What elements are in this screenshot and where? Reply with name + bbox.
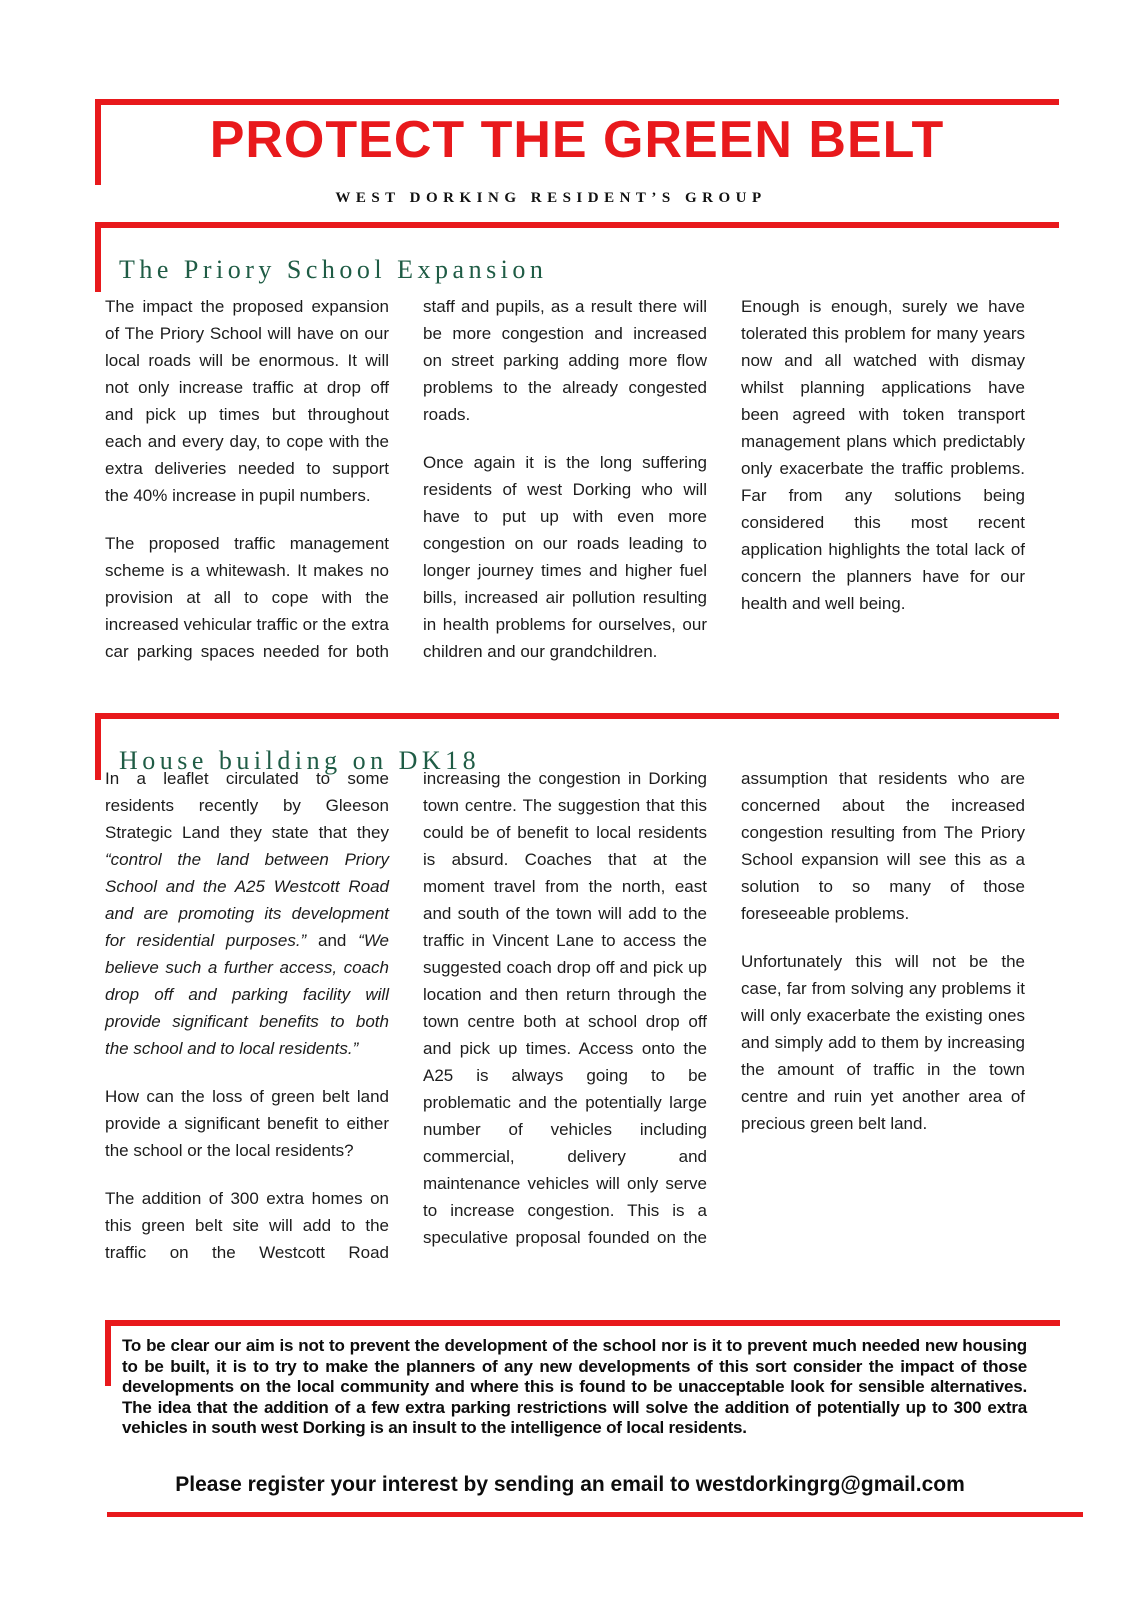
footer-box-top-rule <box>105 1320 1060 1326</box>
section-heading-priory: The Priory School Expansion <box>119 254 548 284</box>
footer-statement: To be clear our aim is not to prevent the development of the school nor is it to prevent much needed new housing to be built, it is to try to make the planners of any new developments of this sort consider the impact of those developments on the local community and where this is found to be unacceptable look for sensible alternatives. The idea that the addition of a few extra parking restrictions will solve the addition of potentially up to 300 extra vehicles in south west Dorking is an insult to the intelligence of local residents. <box>122 1336 1027 1437</box>
group-name-subtitle: WEST DORKING RESIDENT’S GROUP <box>335 190 767 206</box>
email-cta: Please register your interest by sending an email to westdorkingrg@gmail.com <box>175 1473 965 1496</box>
header-top-rule <box>95 99 1059 105</box>
paragraph: The impact the proposed expansion of The Priory School will have on our local roads will be enormous. It will not only increase traffic at drop off and pick up times but throughout each and every day, to cope with the extra deliveries needed to support the 40% increase in pupil numbers. <box>105 297 389 505</box>
footer-box-left-rule <box>105 1320 111 1386</box>
text-run: In a leaflet circulated to some residents recently by Gleeson Strategic Land they state that they <box>105 769 389 842</box>
priory-section-body <box>105 293 1025 687</box>
house-section-top-rule <box>95 713 1059 719</box>
section-heading-house-building: House building on DK18 <box>119 745 481 775</box>
priory-section-top-rule <box>95 222 1059 228</box>
paragraph <box>105 765 389 1062</box>
leaflet-title: PROTECT THE GREEN BELT <box>209 111 945 169</box>
priory-section-left-rule <box>95 222 101 292</box>
paragraph: The proposed traffic management scheme is a whitewash. It makes no provision at all to cope with the increased vehicular traffic or the extra car parking spaces needed for both staff and pupils, as a result there will be more congestion and increased on street parking adding more flow problems to the already congested roads. <box>105 297 707 661</box>
text-run: and <box>306 931 359 950</box>
house-section-body <box>105 765 1025 1270</box>
paragraph: Unfortunately this will not be the case, far from solving any problems it will only exacerbate the existing ones and simply add to them by increasing the amount of traffic in the town centre and ruin yet another area of precious green belt land. <box>741 952 1025 1133</box>
paragraph: The addition of 300 extra homes on this green belt site will add to the traffic on the Westcott Road increasing the congestion in Dorking town centre. The suggestion that this could be of benefit to local residents is absurd. Coaches that at the moment travel from the north, east and south of the town will add to the traffic in Vincent Lane to access the suggested coach drop off and pick up location and then return through the town centre both at school drop off and pick up times. Access onto the A25 is always going to be problematic and the potentially large number of vehicles including commercial, delivery and maintenance vehicles will only serve to increase congestion. This is a speculative proposal founded on the assumption that residents who are concerned about the increased congestion resulting from The Priory School expansion will see this as a solution to so many of those foreseeable problems. <box>105 769 1025 1262</box>
bottom-rule <box>107 1512 1083 1517</box>
quoted-text: “We believe such a further access, coach drop off and parking facility will provide significant benefits to both the school and to local residents.” <box>105 931 390 1058</box>
paragraph: Enough is enough, surely we have tolerated this problem for many years now and all watched with dismay whilst planning applications have been agreed with token transport management plans which predictably only exacerbate the traffic problems. Far from any solutions being considered this most recent application highlights the total lack of concern the planners have for our health and well being. <box>741 297 1025 613</box>
house-section-left-rule <box>95 713 101 780</box>
quoted-text: “control the land between Priory School and the A25 Westcott Road and are promoting its development for residential purposes.” <box>105 850 389 950</box>
paragraph: How can the loss of green belt land provide a significant benefit to either the school or the local residents? <box>105 1087 389 1160</box>
paragraph: Once again it is the long suffering residents of west Dorking who will have to put up with even more congestion on our roads leading to longer journey times and higher fuel bills, increased air pollution resulting in health problems for ourselves, our children and our grandchildren. <box>423 453 707 661</box>
